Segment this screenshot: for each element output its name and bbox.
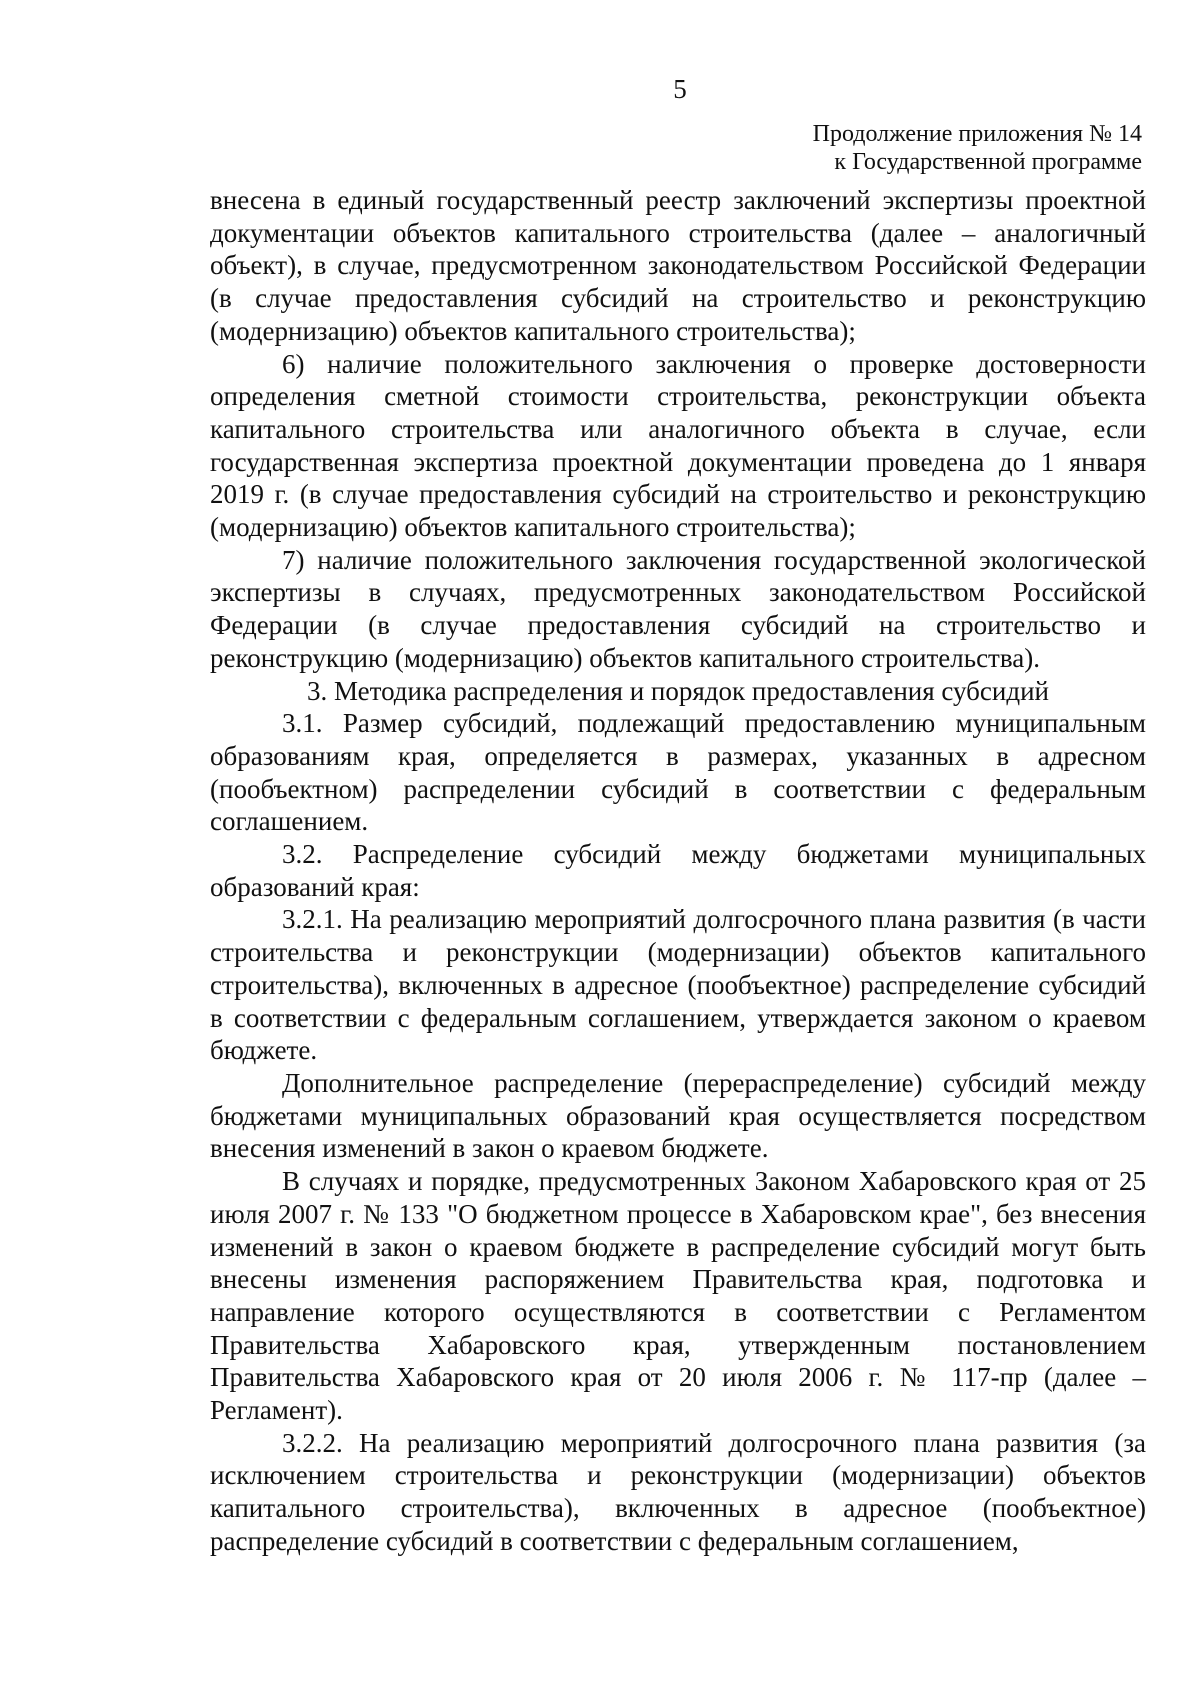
appendix-header-line-1: Продолжение приложения № 14: [812, 121, 1142, 147]
page-number: 5: [673, 74, 687, 104]
paragraph-3-2-1: 3.2.1. На реализацию мероприятий долгосрочного плана развития (в части строительства и реконструкции (модернизации) объектов капитального строительства), включенных в адресное (пообъектное) распределение субсидий в соответствии с федеральным соглашением, утверждается законом о краевом бюджете.: [210, 904, 1146, 1066]
paragraph-3-2: 3.2. Распределение субсидий между бюджетами муниципальных образований края:: [210, 839, 1146, 902]
paragraph-item-6: 6) наличие положительного заключения о проверке достоверности определения сметной стоимости строительства, реконструкции объекта капитального строительства или аналогичного объекта в случае, если государственная экспертиза проектной документации проведена до 1 января 2019 г. (в случае предоставления субсидий на строительство и реконструкцию (модернизацию) объектов капитального строительства);: [210, 348, 1146, 543]
paragraph-continuation: внесена в единый государственный реестр заключений экспертизы проектной документации объектов капитального строительства (далее – аналогичный объект), в случае, предусмотренном законодательством Российской Федерации (в случае предоставления субсидий на строительство и реконструкцию (модернизацию) объектов капитального строительства);: [210, 185, 1146, 346]
paragraph-3-2-2: 3.2.2. На реализацию мероприятий долгосрочного плана развития (за исключением строительства и реконструкции (модернизации) объектов капитального строительства), включенных в адресное (пообъектное) распределение субсидий в соответствии с федеральным соглашением,: [210, 1427, 1146, 1556]
section-3-heading: 3. Методика распределения и порядок предоставления субсидий: [307, 675, 1049, 706]
appendix-header-line-2: к Государственной программе: [834, 149, 1142, 175]
appendix-header-note: [722, 120, 1142, 176]
document-body: [210, 184, 1146, 1558]
paragraph-additional-distribution: Дополнительное распределение (перераспределение) субсидий между бюджетами муниципальных образований края осуществляется посредством внесения изменений в закон о краевом бюджете.: [210, 1067, 1146, 1164]
paragraph-cases-and-order: В случаях и порядке, предусмотренных Законом Хабаровского края от 25 июля 2007 г. № 133 "О бюджетном процессе в Хабаровском крае", без внесения изменений в закон о краевом бюджете в распределение субсидий могут быть внесены изменения распоряжением Правительства края, подготовка и направление которого осуществляются в соответствии с Регламентом Правительства Хабаровского края, утвержденным постановлением Правительства Хабаровского края от 20 июля 2006 г. № 117-пр (далее – Регламент).: [210, 1166, 1146, 1426]
paragraph-item-7: 7) наличие положительного заключения государственной экологической экспертизы в случаях, предусмотренных законодательством Российской Федерации (в случае предоставления субсидий на строительство и реконструкцию (модернизацию) объектов капитального строительства).: [210, 544, 1146, 673]
paragraph-3-1: 3.1. Размер субсидий, подлежащий предоставлению муниципальным образованиям края, определяется в размерах, указанных в адресном (пообъектном) распределении субсидий в соответствии с федеральным соглашением.: [210, 708, 1146, 837]
